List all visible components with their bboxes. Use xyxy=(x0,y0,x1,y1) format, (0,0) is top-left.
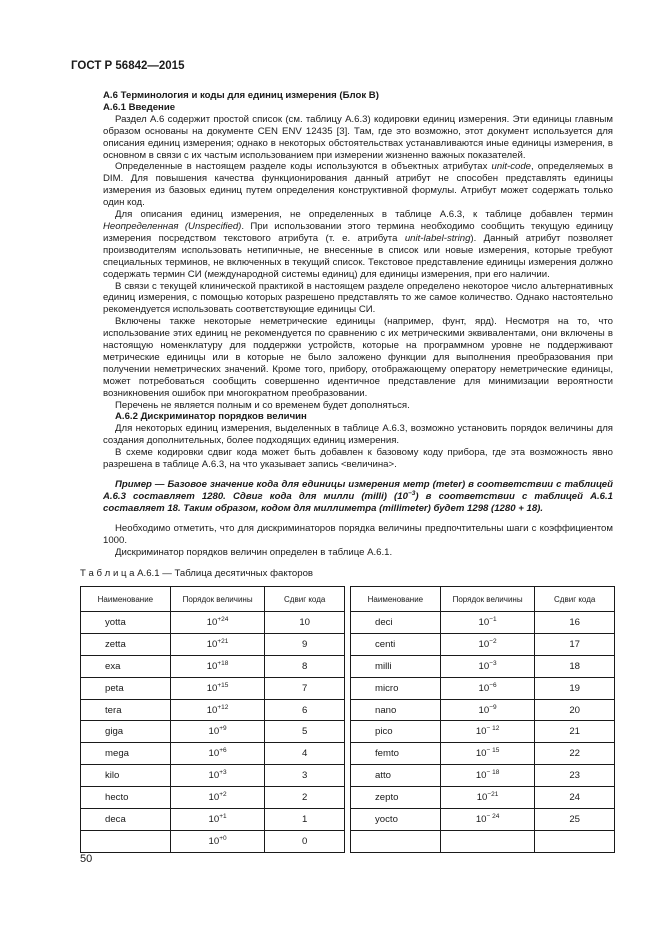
table-right-half xyxy=(350,586,615,853)
code-shift-cell: 16 xyxy=(535,612,615,634)
example-note xyxy=(103,479,613,515)
code-shift-cell: 7 xyxy=(265,677,345,699)
exponent: −1 xyxy=(489,615,497,623)
table-row xyxy=(351,677,615,699)
paragraph: В схеме кодировки сдвиг кода может быть добавлен к базовому коду прибора, где эта возможность явно разрешена в таблице A.6.3, на что указывает запись <величина>. xyxy=(103,447,613,471)
power-base: 10 xyxy=(478,704,490,716)
order-of-magnitude-cell xyxy=(440,655,535,677)
order-of-magnitude-cell xyxy=(170,612,265,634)
document-header: ГОСТ Р 56842—2015 xyxy=(71,60,185,72)
order-of-magnitude-cell xyxy=(440,721,535,743)
power-base: 10 xyxy=(208,726,220,738)
code-shift-cell: 18 xyxy=(535,655,615,677)
column-header: Сдвиг кода xyxy=(535,587,615,612)
exponent: +0 xyxy=(219,834,227,842)
power-base: 10 xyxy=(475,813,487,825)
table-row xyxy=(81,721,345,743)
order-of-magnitude-cell xyxy=(440,699,535,721)
table-header-row xyxy=(351,587,615,612)
power-base: 10 xyxy=(206,616,218,628)
table-row xyxy=(351,721,615,743)
order-of-magnitude-cell xyxy=(170,743,265,765)
column-header: Сдвиг кода xyxy=(265,587,345,612)
prefix-name-cell: nano xyxy=(351,699,441,721)
paragraph: Включены также некоторые неметрические единицы (например, фунт, ярд). Несмотря на то, что использование этих единиц не рекомендуется по сравнению с их метрическими эквивалентами, они включены в настоящую номенклатуру для поддержки устройств, которые на программном уровне не поддерживают метрические единицы или в которые не было заложено функции для выполнения преобразования при получении неметрических значений. Кроме того, прибору, отображающему оператору неметрические единицы, может потребоваться сообщить совершенно идентичное представление для минимизации вероятности возникновения ошибок при многократном преобразовании. xyxy=(103,316,613,399)
order-of-magnitude-cell xyxy=(170,677,265,699)
code-shift-cell: 9 xyxy=(265,633,345,655)
exponent: +3 xyxy=(219,769,227,777)
prefix-name-cell: deca xyxy=(81,809,171,831)
prefix-name-cell: yotta xyxy=(81,612,171,634)
text: , определяемых в DIM. Для повышения качества функционирования данный атрибут не способен представлять единицы измерения из базовых единиц путем определения конструктивной формулы. Атрибут может содержать только один код. xyxy=(103,161,614,209)
exponent: −6 xyxy=(489,681,497,689)
exponent: −3 xyxy=(489,659,497,667)
table-caption-text: A.6.1 — Таблица десятичных факторов xyxy=(137,568,314,580)
table-caption-label: Т а б л и ц а xyxy=(80,568,135,580)
code-shift-cell: 0 xyxy=(265,830,345,852)
exponent: − 18 xyxy=(486,769,500,777)
exponent: +21 xyxy=(217,637,229,645)
paragraph: Для некоторых единиц измерения, выделенных в таблице A.6.3, возможно установить порядок величины для создания дополнительных, более подходящих единиц измерения. xyxy=(103,423,613,447)
order-of-magnitude-cell xyxy=(440,743,535,765)
text: . При использовании этого термина необходимо сообщить текущую единицу измерения посредством текстового атрибута (т. е. атрибута xyxy=(103,220,614,244)
table-row xyxy=(81,612,345,634)
order-of-magnitude-cell xyxy=(170,655,265,677)
table-row xyxy=(351,765,615,787)
document-body xyxy=(80,90,614,580)
code-shift-cell: 22 xyxy=(535,743,615,765)
code-shift-cell: 5 xyxy=(265,721,345,743)
table-row xyxy=(351,612,615,634)
order-of-magnitude-cell xyxy=(170,699,265,721)
power-base: 10 xyxy=(208,792,220,804)
order-of-magnitude-cell xyxy=(440,765,535,787)
exponent: +1 xyxy=(219,812,227,820)
exponent: −21 xyxy=(487,791,499,799)
prefix-name-cell: micro xyxy=(351,677,441,699)
exponent: +24 xyxy=(217,615,229,623)
italic-term: unit-code xyxy=(491,161,531,173)
prefix-name-cell: zetta xyxy=(81,633,171,655)
power-base: 10 xyxy=(206,682,218,694)
order-of-magnitude-cell xyxy=(170,830,265,852)
table-row xyxy=(81,633,345,655)
table-caption xyxy=(80,568,613,580)
exponent: −3 xyxy=(407,489,416,497)
table-row xyxy=(81,809,345,831)
prefix-name-cell: exa xyxy=(81,655,171,677)
order-of-magnitude-cell xyxy=(170,721,265,743)
table-row xyxy=(351,699,615,721)
paragraph xyxy=(103,209,613,280)
code-shift-cell: 23 xyxy=(535,765,615,787)
prefix-name-cell: deci xyxy=(351,612,441,634)
italic-term: Неопределенная (Unspecified) xyxy=(103,220,242,232)
subsection-title-intro: A.6.1 Введение xyxy=(103,101,176,113)
prefix-name-cell: peta xyxy=(81,677,171,699)
prefix-name-cell: yocto xyxy=(351,809,441,831)
table-row xyxy=(351,633,615,655)
paragraph: Перечень не является полным и со временем будет дополняться. xyxy=(115,399,410,411)
prefix-name-cell: femto xyxy=(351,743,441,765)
table-row xyxy=(351,830,615,852)
paragraph: Дискриминатор порядков величин определен в таблице A.6.1. xyxy=(115,546,393,558)
column-header: Наименование xyxy=(81,587,171,612)
power-base: 10 xyxy=(478,682,490,694)
code-shift-cell: 10 xyxy=(265,612,345,634)
column-header: Порядок величины xyxy=(170,587,265,612)
exponent: +12 xyxy=(217,703,229,711)
order-of-magnitude-cell xyxy=(170,633,265,655)
text: Определенные в настоящем разделе коды используются в объектных атрибутах xyxy=(115,161,492,173)
code-shift-cell: 24 xyxy=(535,787,615,809)
text: ) в соответствии с таблицей A.6.1 составляет 18. Таким образом, кодом для миллиметра (millimeter) будет 1298 (1280 + 18). xyxy=(103,490,613,514)
order-of-magnitude-cell xyxy=(440,612,535,634)
table-left-half xyxy=(80,586,345,853)
prefix-name-cell xyxy=(81,830,171,852)
exponent: − 24 xyxy=(486,812,500,820)
code-shift-cell: 1 xyxy=(265,809,345,831)
exponent: − 12 xyxy=(486,725,500,733)
table-row xyxy=(351,809,615,831)
power-base: 10 xyxy=(206,660,218,672)
prefix-name-cell: giga xyxy=(81,721,171,743)
prefix-name-cell: tera xyxy=(81,699,171,721)
prefix-name-cell: zepto xyxy=(351,787,441,809)
text: Для описания единиц измерения, не определенных в таблице A.6.3, к таблице добавлен термин xyxy=(115,209,613,221)
table-header-row xyxy=(81,587,345,612)
table-row xyxy=(81,765,345,787)
power-base: 10 xyxy=(208,813,220,825)
prefix-name-cell xyxy=(351,830,441,852)
power-base: 10 xyxy=(478,660,490,672)
column-header: Наименование xyxy=(351,587,441,612)
code-shift-cell: 21 xyxy=(535,721,615,743)
code-shift-cell: 3 xyxy=(265,765,345,787)
code-shift-cell xyxy=(535,830,615,852)
prefix-name-cell: mega xyxy=(81,743,171,765)
prefix-name-cell: atto xyxy=(351,765,441,787)
prefix-name-cell: centi xyxy=(351,633,441,655)
table-row xyxy=(81,743,345,765)
decimal-factors-table xyxy=(80,586,615,847)
prefix-name-cell: hecto xyxy=(81,787,171,809)
exponent: −9 xyxy=(489,703,497,711)
exponent: +15 xyxy=(217,681,229,689)
power-base: 10 xyxy=(208,835,220,847)
exponent: +18 xyxy=(217,659,229,667)
paragraph: Раздел A.6 содержит простой список (см. таблицу A.6.3) кодировки единиц измерения. Эти единицы главным образом основаны на документе CEN ENV 12435 [3]. Там, где это возможно, этот документ используется для описания единиц измерения; однако в некоторых обстоятельствах устанавливаются иные единицы измерения, в основном в связи с их частым использованием при измерении жизненно важных показателей. xyxy=(103,113,613,161)
exponent: +2 xyxy=(219,791,227,799)
text: Пример — Базовое значение кода для единицы измерения метр (meter) в соответствии с таблицей A.6.3 составляет 1280. Сдвиг кода для милли (milli) (10 xyxy=(103,479,613,502)
section-title: A.6 Терминология и коды для единиц измерения (Блок B) xyxy=(103,90,379,101)
order-of-magnitude-cell xyxy=(440,633,535,655)
table-row xyxy=(81,830,345,852)
table-row xyxy=(351,787,615,809)
power-base: 10 xyxy=(206,704,218,716)
prefix-name-cell: milli xyxy=(351,655,441,677)
exponent: +9 xyxy=(219,725,227,733)
italic-term: unit-label-string xyxy=(404,232,471,244)
table-row xyxy=(81,677,345,699)
power-base: 10 xyxy=(206,638,218,650)
paragraph: В связи с текущей клинической практикой в настоящем разделе определено некоторое число альтернативных единиц измерения, с помощью которых разрешено представлять то же самое количество. Однако настоятельно рекомендуется использовать соответствующие единицы СИ. xyxy=(103,280,613,316)
table-row xyxy=(81,699,345,721)
power-base: 10 xyxy=(208,770,220,782)
order-of-magnitude-cell xyxy=(440,809,535,831)
power-base: 10 xyxy=(476,792,488,804)
power-base: 10 xyxy=(208,748,220,760)
paragraph xyxy=(103,161,613,209)
table-row xyxy=(81,655,345,677)
exponent: −2 xyxy=(489,637,497,645)
code-shift-cell: 6 xyxy=(265,699,345,721)
code-shift-cell: 25 xyxy=(535,809,615,831)
exponent: +6 xyxy=(219,747,227,755)
text: ). Данный атрибут позволяет производителям использовать нетипичные, не внесенные в список или новые измерения, которые требуют специальных терминов, не включенных в текущий список. Текстовое представление единицы измерения должно содержать термин СИ (международной системы единиц) для единицы измерения, при его наличии. xyxy=(103,232,613,280)
prefix-name-cell: pico xyxy=(351,721,441,743)
power-base: 10 xyxy=(478,616,490,628)
order-of-magnitude-cell xyxy=(440,830,535,852)
subsection-title-discriminator: A.6.2 Дискриминатор порядков величин xyxy=(115,411,307,423)
code-shift-cell: 19 xyxy=(535,677,615,699)
code-shift-cell: 4 xyxy=(265,743,345,765)
table-row xyxy=(351,743,615,765)
power-base: 10 xyxy=(478,638,490,650)
code-shift-cell: 17 xyxy=(535,633,615,655)
code-shift-cell: 8 xyxy=(265,655,345,677)
power-base: 10 xyxy=(475,748,487,760)
column-header: Порядок величины xyxy=(440,587,535,612)
table-row xyxy=(351,655,615,677)
order-of-magnitude-cell xyxy=(440,787,535,809)
paragraph: Необходимо отметить, что для дискриминаторов порядка величины предпочтительны шаги с коэффициентом 1000. xyxy=(103,522,613,546)
order-of-magnitude-cell xyxy=(170,809,265,831)
order-of-magnitude-cell xyxy=(170,787,265,809)
order-of-magnitude-cell xyxy=(440,677,535,699)
code-shift-cell: 2 xyxy=(265,787,345,809)
page-number: 50 xyxy=(80,853,93,865)
power-base: 10 xyxy=(475,726,487,738)
power-base: 10 xyxy=(475,770,487,782)
prefix-name-cell: kilo xyxy=(81,765,171,787)
table-row xyxy=(81,787,345,809)
exponent: − 15 xyxy=(486,747,500,755)
order-of-magnitude-cell xyxy=(170,765,265,787)
code-shift-cell: 20 xyxy=(535,699,615,721)
